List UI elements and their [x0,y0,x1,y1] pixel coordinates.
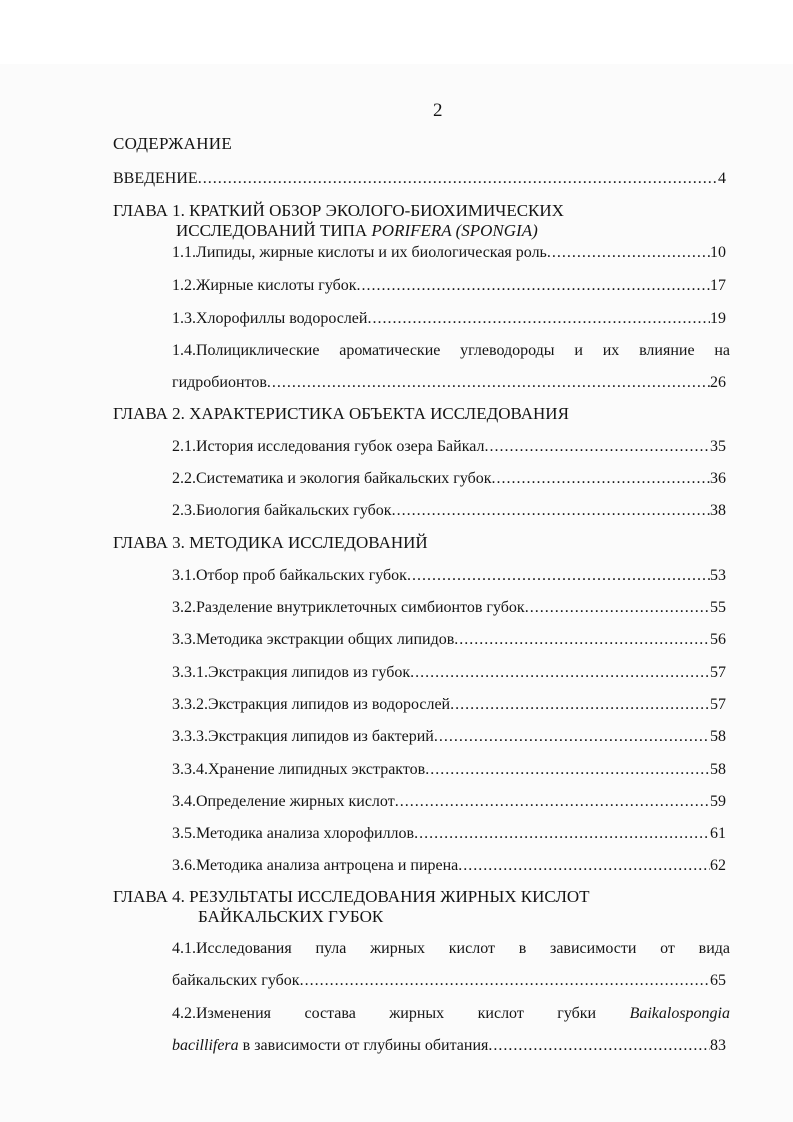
toc-entry-page: 56 [710,631,726,648]
toc-entry-page: 4 [718,170,726,187]
toc-entry-page: 59 [710,793,726,810]
dot-leader [450,695,710,715]
toc-entry-3-3-1[interactable] [172,663,726,683]
dot-leader [300,971,710,991]
chapter-2-heading[interactable]: ГЛАВА 2. ХАРАКТЕРИСТИКА ОБЪЕКТА ИССЛЕДОВАНИЯ [113,404,569,423]
toc-entry-title: 3.3.Методика экстракции общих липидов [172,631,455,648]
toc-entry-3-3-3[interactable] [172,727,726,747]
toc-entry-page: 55 [710,599,726,616]
toc-entry-3-6[interactable] [172,856,726,876]
toc-entry-title: 3.6.Методика анализа антроцена и пирена [172,857,459,874]
toc-entry-4-1[interactable] [172,971,726,991]
dot-leader [425,760,710,780]
dot-leader [488,1036,710,1056]
toc-heading: СОДЕРЖАНИЕ [113,134,233,153]
toc-entry-title: 3.3.4.Хранение липидных экстрактов [172,761,426,778]
toc-entry-title: 3.2.Разделение внутриклеточных симбионтов губок [172,599,525,616]
toc-entry-page: 53 [710,567,726,584]
toc-entry-page: 61 [710,825,726,842]
dot-leader [434,727,710,747]
toc-entry-page: 26 [710,374,726,391]
toc-entry-page: 38 [710,502,726,519]
chapter-1-heading[interactable] [113,201,564,241]
toc-entry-2-2[interactable] [172,469,726,489]
chapter-4-heading[interactable] [113,887,590,927]
toc-entry-title: 1.2.Жирные кислоты губок [172,277,357,294]
scan-margin [0,0,793,64]
toc-entry-page: 19 [710,310,726,327]
toc-entry-title: 3.5.Методика анализа хлорофиллов [172,825,415,842]
dot-leader [458,856,710,876]
toc-entry-3-4[interactable] [172,792,726,812]
dot-leader [198,169,718,189]
toc-entry-4-2[interactable] [172,1036,726,1056]
dot-leader [407,566,710,586]
dot-leader [357,276,710,296]
dot-leader [410,663,710,683]
toc-entry-title: ВВЕДЕНИЕ [113,170,198,187]
dot-leader [547,243,710,263]
dot-leader [395,792,710,812]
toc-entry-title: 2.1.История исследования губок озера Байкал [172,438,485,455]
dot-leader [492,469,710,489]
toc-entry-1-4-line1[interactable]: 1.4.Полициклические ароматические углеводороды и их влияние на [172,342,730,359]
toc-entry-2-3[interactable] [172,501,726,521]
toc-entry-1-3[interactable] [172,309,726,329]
dot-leader [414,824,710,844]
dot-leader [484,437,710,457]
chapter-3-heading[interactable]: ГЛАВА 3. МЕТОДИКА ИССЛЕДОВАНИЙ [113,533,428,552]
dot-leader [454,630,710,650]
toc-entry-title: 2.3.Биология байкальских губок [172,502,392,519]
toc-entry-4-2-line1[interactable]: 4.2.Изменения состава жирных кислот губки Baikalospongia [172,1005,730,1022]
toc-entry-3-3[interactable] [172,630,726,650]
toc-entry-title: 1.1.Липиды, жирные кислоты и их биологическая роль [172,244,547,261]
toc-entry-title: 3.1.Отбор проб байкальских губок [172,567,407,584]
toc-entry-4-1-line1[interactable]: 4.1.Исследования пула жирных кислот в зависимости от вида [172,940,730,957]
dot-leader [267,373,710,393]
chapter-title-line2: ИССЛЕДОВАНИЙ ТИПА PORIFERA (SPONGIA) [176,221,538,240]
toc-entry-3-2[interactable] [172,598,726,618]
toc-entry-1-4[interactable] [172,373,726,393]
toc-entry-page: 83 [710,1037,726,1054]
toc-entry-page: 10 [710,244,726,261]
chapter-title-line2: БАЙКАЛЬСКИХ ГУБОК [198,907,384,926]
toc-entry-title: 3.4.Определение жирных кислот [172,793,395,810]
dot-leader [367,309,710,329]
toc-entry-2-1[interactable] [172,437,726,457]
toc-entry-3-3-2[interactable] [172,695,726,715]
toc-entry-page: 35 [710,438,726,455]
toc-entry-3-5[interactable] [172,824,726,844]
toc-entry-page: 57 [710,664,726,681]
toc-entry-title: байкальских губок [172,972,300,989]
toc-entry-title: bacillifera в зависимости от глубины обитания [172,1037,489,1054]
toc-entry-page: 58 [710,761,726,778]
toc-entry-intro[interactable] [113,169,726,189]
toc-entry-1-1[interactable] [172,243,726,263]
toc-entry-page: 17 [710,277,726,294]
toc-entry-3-1[interactable] [172,566,726,586]
toc-entry-title: 3.3.3.Экстракция липидов из бактерий [172,728,434,745]
page-number: 2 [433,100,443,121]
toc-entry-title: 3.3.1.Экстракция липидов из губок [172,664,411,681]
chapter-title-line1: ГЛАВА 4. РЕЗУЛЬТАТЫ ИССЛЕДОВАНИЯ ЖИРНЫХ КИСЛОТ [113,887,590,906]
toc-entry-title: 2.2.Систематика и экология байкальских губок [172,470,492,487]
toc-entry-title: 3.3.2.Экстракция липидов из водорослей [172,696,451,713]
toc-entry-3-3-4[interactable] [172,760,726,780]
toc-entry-page: 65 [710,972,726,989]
chapter-title-line1: ГЛАВА 1. КРАТКИЙ ОБЗОР ЭКОЛОГО-БИОХИМИЧЕСКИХ [113,201,564,220]
toc-entry-page: 62 [710,857,726,874]
toc-entry-1-2[interactable] [172,276,726,296]
toc-entry-title: 1.3.Хлорофиллы водорослей [172,310,368,327]
toc-entry-page: 58 [710,728,726,745]
dot-leader [525,598,710,618]
toc-entry-page: 36 [710,470,726,487]
toc-entry-title: гидробионтов [172,374,267,391]
toc-entry-page: 57 [710,696,726,713]
dot-leader [392,501,710,521]
